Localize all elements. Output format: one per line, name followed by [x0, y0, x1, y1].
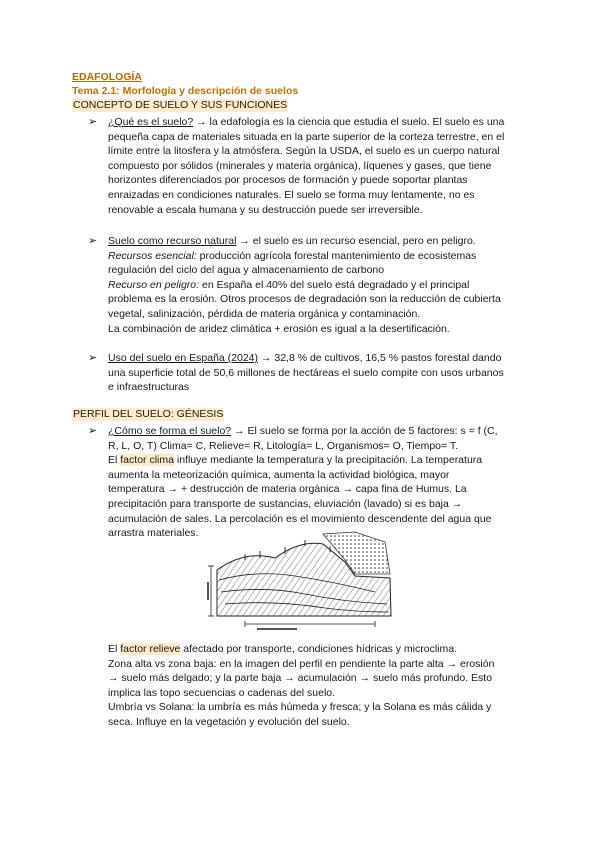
- arrow-bullet-icon: ➢: [88, 116, 98, 128]
- soil-slope-diagram: [205, 530, 395, 638]
- doc-subtitle: Tema 2.1: Morfología y descripción de suelos: [72, 85, 299, 97]
- highlight-factor-relieve: factor relieve: [120, 643, 181, 655]
- doc-title: EDAFOLOGÍA: [72, 71, 142, 83]
- section-heading-concepto: CONCEPTO DE SUELO Y SUS FUNCIONES: [73, 99, 288, 111]
- paragraph-uso-suelo: Uso del suelo en España (2024) → 32,8 % de cultivos, 16,5 % pastos forestal dando una superficie total de 50,6 millones de hectáreas el suelo compite con usos urbanos e infraestructuras: [108, 352, 504, 394]
- section-heading-perfil: PERFIL DEL SUELO: GÉNESIS: [73, 408, 224, 420]
- highlight-factor-clima: factor clima: [120, 454, 174, 467]
- link-que-es-suelo: ¿Qué es el suelo?: [108, 116, 194, 128]
- paragraph-que-es-suelo: ¿Qué es el suelo? → la edafología es la ciencia que estudia el suelo. El suelo es una pequeña capa de materiales situada en la parte superior de la corteza terrestre, en el límite entre la litosfera y la atmósfera. Según la USDA, el suelo es un cuerpo natural compuesto por sólidos (minerales y materia orgánica), líquenes y gases, que tiene horizontes diferenciados por procesos de formación y puede soportar plantas enraizadas en condiciones naturales. El suelo se forma muy lentamente, no es renovable a escala humana y su destrucción puede ser irreversible.: [108, 116, 505, 216]
- paragraph-como-se-forma: ¿Cómo se forma el suelo? → El suelo se forma por la acción de 5 factores: s = f (C, R, L, O, T) Clima= C, Relieve= R, Litología= L, Organismos= O, Tiempo= T. El factor clima influye mediante la temperatura y la precipitación. La temperatura aumenta la meteorización química, aumenta la actividad biológica, mayor temperatura → + destrucción de materia orgánica → capa fina de Humus. La precipitación para transporte de sustancias, eluviación (lavado) si es baja → acumulación de sales. La percolación es el movimiento descendente del agua que arrastra materiales.: [108, 425, 498, 540]
- paragraph-recurso-natural: Suelo como recurso natural → el suelo es un recurso esencial, pero en peligro. Recursos esencial: producción agrícola forestal mantenimiento de ecosistemas regulación del ciclo del agua y almacenamiento de carbono Recurso en peligro: en España el 40% del suelo está degradado y el principal problema es la erosión. Otros procesos de degradación son la reducción de cubierta vegetal, salinización, pérdida de materia orgánica y contaminación. La combinación de aridez climática + erosión es igual a la desertificación.: [108, 235, 501, 335]
- arrow-bullet-icon: ➢: [88, 425, 98, 437]
- arrow-bullet-icon: ➢: [88, 235, 98, 247]
- paragraph-factor-relieve: El factor relieve afectado por transporte, condiciones hídricas y microclima. Zona alta vs zona baja: en la imagen del perfil en pendiente la parte alta → erosión → suelo más delgado; y la parte baja → acumulación → suelo más profundo. Esto implica las topo secuencias o cadenas del suelo. Umbría vs Solana: la umbría es más húmeda y fresca; y la Solana es más cálida y seca. Influye en la vegetación y evolución del suelo.: [108, 643, 495, 728]
- arrow-bullet-icon: ➢: [88, 352, 98, 364]
